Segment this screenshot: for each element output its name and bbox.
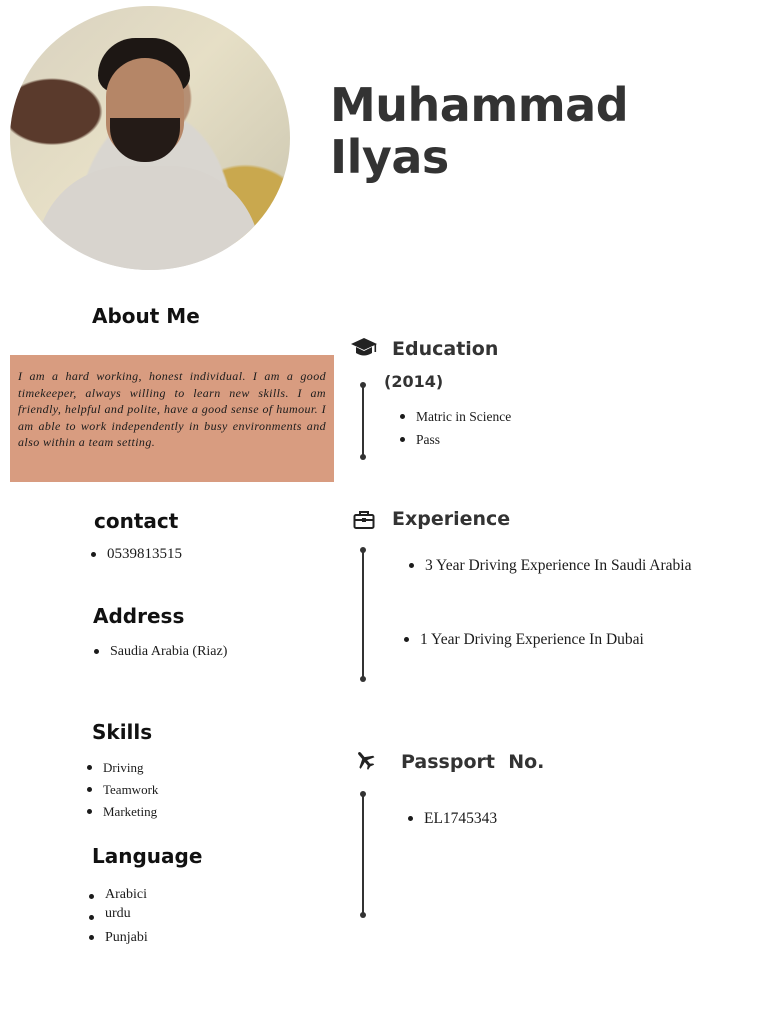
- language-heading: Language: [92, 844, 203, 868]
- skill-item: Teamwork: [87, 779, 158, 801]
- passport-list: [408, 810, 497, 828]
- page-title: [330, 80, 628, 183]
- about-box: [10, 355, 334, 482]
- address-list: [94, 644, 227, 660]
- briefcase-icon: [353, 510, 375, 530]
- profile-photo: [10, 6, 290, 270]
- education-item: Pass: [400, 428, 511, 451]
- experience-list: [409, 555, 709, 576]
- name-line-2: Ilyas: [330, 129, 449, 184]
- experience-item: 3 Year Driving Experience In Saudi Arabia: [409, 555, 709, 576]
- airplane-icon: [354, 749, 376, 771]
- name-line-1: Muhammad: [330, 78, 629, 132]
- skill-item: Marketing: [87, 801, 158, 823]
- contact-phone: 0539813515: [91, 546, 182, 563]
- passport-timeline: [362, 794, 364, 915]
- skills-list: [87, 757, 158, 823]
- language-item: urdu: [89, 906, 148, 930]
- contact-heading: contact: [94, 509, 179, 533]
- education-heading: Education: [392, 338, 499, 360]
- contact-list: [91, 546, 182, 563]
- language-list: [89, 887, 148, 946]
- language-item: Punjabi: [89, 930, 148, 946]
- experience-item: 1 Year Driving Experience In Dubai: [404, 629, 704, 650]
- about-text: I am a hard working, honest individual. I am a good timekeeper, always willing to learn new skills. I am friendly, helpful and polite, have a good sense of humour. I am able to work independently in busy environments and also within a team setting.: [18, 369, 326, 450]
- experience-timeline: [362, 550, 364, 679]
- education-year: (2014): [384, 372, 444, 391]
- education-list: [400, 405, 511, 451]
- experience-list-2: [404, 629, 704, 650]
- skills-heading: Skills: [92, 720, 153, 744]
- about-heading: About Me: [92, 304, 200, 328]
- skill-item: Driving: [87, 757, 158, 779]
- address-item: Saudia Arabia (Riaz): [94, 644, 227, 660]
- graduation-cap-icon: [350, 336, 378, 360]
- address-heading: Address: [93, 604, 185, 628]
- education-timeline: [362, 385, 364, 457]
- experience-heading: Experience: [392, 508, 511, 530]
- education-item: Matric in Science: [400, 405, 511, 428]
- passport-heading: Passport No.: [401, 751, 545, 773]
- passport-number: EL1745343: [408, 810, 497, 828]
- language-item: Arabici: [89, 887, 148, 906]
